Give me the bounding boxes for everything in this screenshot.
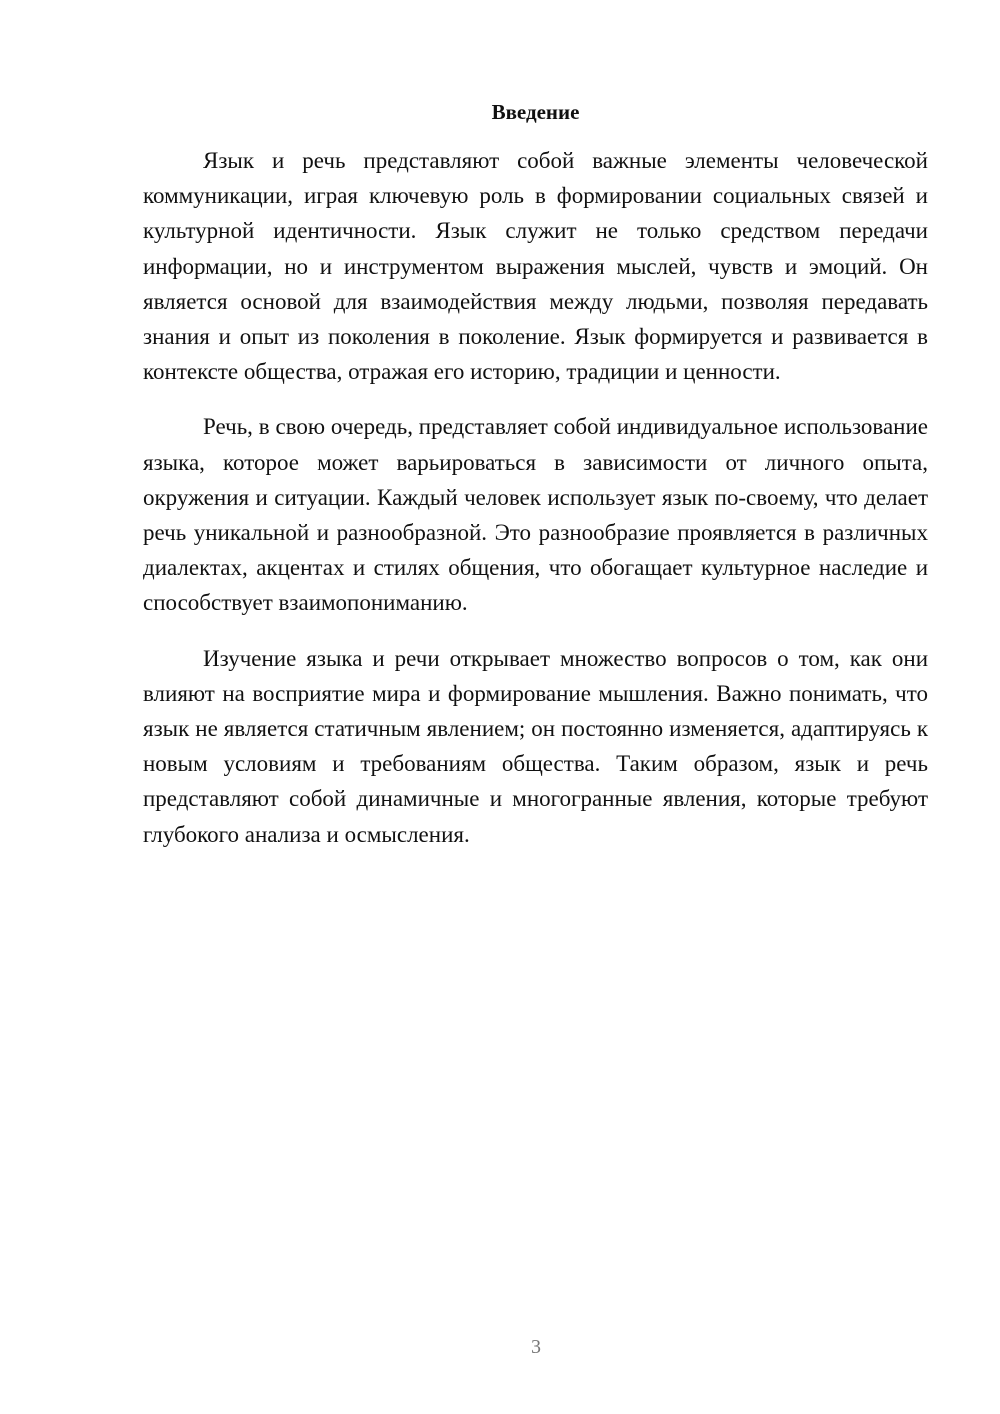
- section-title: Введение: [491, 100, 580, 124]
- paragraph-2: Речь, в свою очередь, представляет собой индивидуальное использование языка, которое может варьироваться в зависимости от личного опыта, окружения и ситуации. Каждый человек использует язык по-своему, что делает речь уникальной и разнообразной. Это разнообразие проявляется в различных диалектах, акцентах и стилях общения, что обогащает культурное наследие и способствует взаимопониманию.: [143, 414, 928, 616]
- body-text: [143, 143, 928, 872]
- paragraph-1: Язык и речь представляют собой важные элементы человеческой коммуникации, играя ключевую роль в формировании социальных связей и культурной идентичности. Язык служит не только средством передачи информации, но и инструментом выражения мыслей, чувств и эмоций. Он является основой для взаимодействия между людьми, позволяя передавать знания и опыт из поколения в поколение. Язык формируется и развивается в контексте общества, отражая его историю, традиции и ценности.: [143, 148, 928, 385]
- page-number: 3: [531, 1336, 541, 1358]
- paragraph-3: Изучение языка и речи открывает множество вопросов о том, как они влияют на восприятие мира и формирование мышления. Важно понимать, что язык не является статичным явлением; он постоянно изменяется, адаптируясь к новым условиям и требованиям общества. Таким образом, язык и речь представляют собой динамичные и многогранные явления, которые требуют глубокого анализа и осмысления.: [143, 645, 928, 847]
